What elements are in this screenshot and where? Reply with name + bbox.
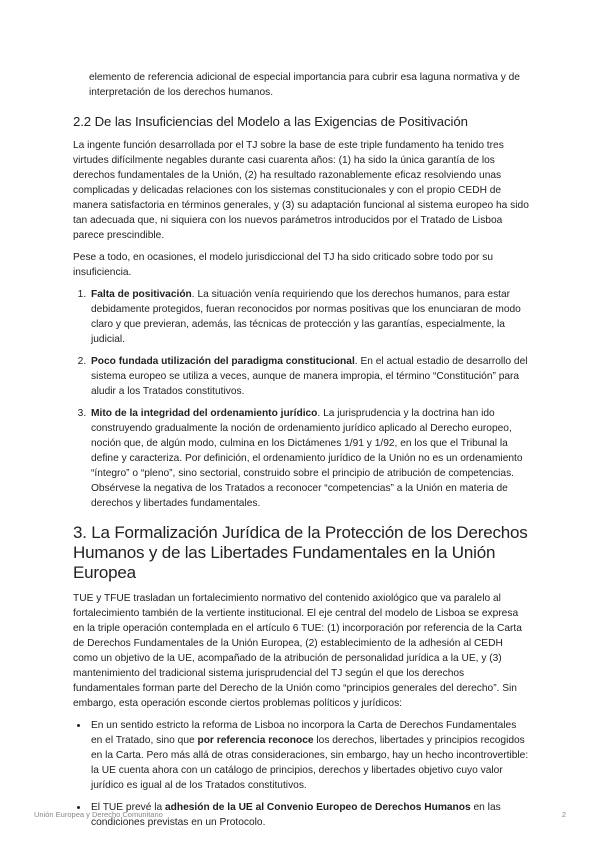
page-footer [34, 810, 566, 819]
list-item: 1. Falta de positivación. La situación venía requiriendo que los derechos humanos, para estar debidamente protegidos, fueran reconocidos por normas positivas que los enunciaran de modo claro y que previeran, además, las técnicas de protección y las garantías, especialmente, la judicial. [89, 287, 530, 347]
list-item: • En un sentido estricto la reforma de Lisboa no incorpora la Carta de Derechos Fundamentales en el Tratado, sino que por referencia reconoce los derechos, libertades y principios recogidos en la Carta. Pero más allá de otras consideraciones, sin embargo, hay un hecho incontrovertible: la UE cuenta ahora con un catálogo de principios, derechos y libertades objetivo cuyo valor jurídico es igual al de los Tratados constitutivos. [89, 718, 530, 793]
list-item: • El TUE prevé la adhesión de la UE al Convenio Europeo de Derechos Humanos en las condiciones previstas en un Protocolo. [89, 800, 530, 830]
intro-continuation: elemento de referencia adicional de especial importancia para cubrir esa laguna normativa y de interpretación de los derechos humanos. [89, 72, 520, 98]
footer-title: Unión Europea y Derecho Comunitario [34, 810, 163, 819]
insufficiency-list [73, 287, 530, 511]
list-item: 3. Mito de la integridad del ordenamiento jurídico. La jurisprudencia y la doctrina han ido construyendo gradualmente la noción de ordenamiento jurídico aplicado al Derecho europeo, noción que, de algún modo, culmina en los Dictámenes 1/91 y 1/92, en los que el Tribunal la define y caracteriza. Por definición, el ordenamiento jurídico de la Unión no es un ordenamiento “íntegro” o “pleno”, sino sectorial, construido sobre el principio de atribución de competencias. Obsérvese la negativa de los Tratados a reconocer “competencias” a la Unión en materia de derechos y libertades fundamentales. [89, 406, 530, 511]
section-3-heading: 3. La Formalización Jurídica de la Protección de los Derechos Humanos y de las Libertades Fundamentales en la Unión Europea [73, 523, 528, 582]
page-content [73, 70, 530, 837]
section-2-2-paragraph-1: La ingente función desarrollada por el TJ sobre la base de este triple fundamento ha tenido tres virtudes difícilmente negables durante casi cuarenta años: (1) ha sido la única garantía de los derechos fundamentales de la Unión, (2) ha resultado razonablemente eficaz resolviendo unas complicadas y delicadas relaciones con los sistemas constitucionales y con el propio CEDH de manera satisfactoria en términos generales, y (3) su adaptación funcional al sistema europeo ha sido tan adecuada que, ni siquiera con los nuevos parámetros introducidos por el Tratado de Lisboa parece prescindible. [73, 140, 529, 241]
section-2-2-heading: 2.2 De las Insuficiencias del Modelo a las Exigencias de Positivación [73, 114, 468, 129]
section-3-paragraph-1: TUE y TFUE trasladan un fortalecimiento normativo del contenido axiológico que va paralelo al fortalecimiento también de la vertiente institucional. El eje central del modelo de Lisboa se expresa en la triple operación contemplada en el artículo 6 TUE: (1) incorporación por referencia de la Carta de Derechos Fundamentales de la Unión Europea, (2) establecimiento de la adhesión al CEDH como un objetivo de la UE, acompañado de la atribución de personalidad jurídica a la UE, y (3) mantenimiento del tradicional sistema jurisprudencial del TJ según el que los derechos fundamentales forman parte del Derecho de la Unión como “principios generales del derecho”. Sin embargo, esta operación esconde ciertos problemas políticos y jurídicos: [73, 593, 522, 709]
page-number: 2 [561, 810, 566, 819]
section-2-2-paragraph-2: Pese a todo, en ocasiones, el modelo jurisdiccional del TJ ha sido criticado sobre todo por su insuficiencia. [73, 252, 494, 278]
list-item: 2. Poco fundada utilización del paradigma constitucional. En el actual estadio de desarrollo del sistema europeo se utiliza a veces, aunque de manera impropia, el término “Constitución” para aludir a los Tratados constitutivos. [89, 354, 530, 399]
